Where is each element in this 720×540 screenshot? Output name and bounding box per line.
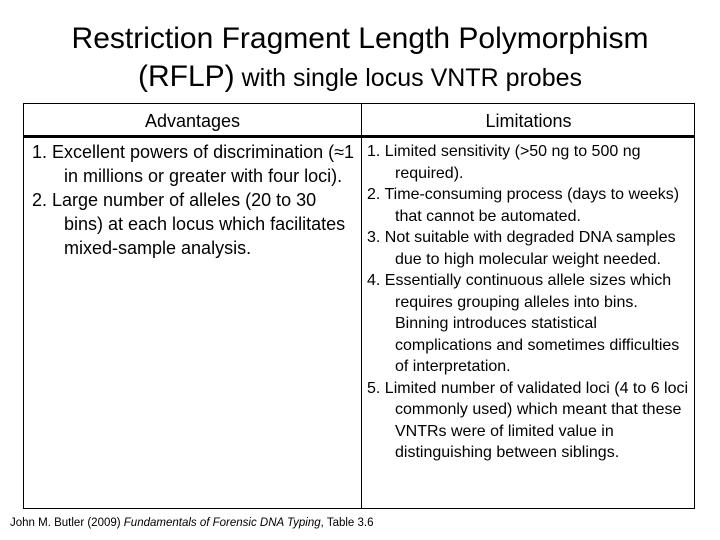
limitations-list: [367, 141, 693, 464]
advantages-list: [32, 140, 360, 260]
title-line-2: [0, 58, 720, 101]
limitations-header: Limitations: [485, 111, 572, 131]
limitation-item: 5. Limited number of validated loci (4 to 6 loci commonly used) which meant that these VNTRs were of limited value in distinguishing between siblings.: [367, 379, 689, 461]
advantages-header: Advantages: [144, 111, 241, 131]
column-divider: [361, 104, 362, 508]
limitation-item: 4. Essentially continuous allele sizes which requires grouping alleles into bins. Binning introduces statistical complications and sometimes difficulties of interpretation.: [367, 272, 680, 375]
advantage-item: 2. Large number of alleles (20 to 30 bins) at each locus which facilitates mixed-sample analysis.: [32, 190, 346, 258]
citation-book: Fundamentals of Forensic DNA Typing: [123, 517, 321, 529]
citation-suffix: , Table 3.6: [320, 517, 374, 529]
title-subtitle: with single locus VNTR probes: [234, 64, 583, 92]
title-acronym: (RFLP): [137, 60, 235, 93]
comparison-table: [23, 103, 695, 509]
limitation-item: 1. Limited sensitivity (>50 ng to 500 ng required).: [367, 143, 641, 182]
limitation-item: 2. Time-consuming process (days to weeks) that cannot be automated.: [367, 186, 680, 225]
citation: [10, 516, 374, 530]
slide-title: [0, 20, 720, 101]
citation-author: John M. Butler (2009): [10, 517, 124, 529]
header-divider: [24, 135, 694, 138]
title-line-1: Restriction Fragment Length Polymorphism: [71, 22, 649, 55]
advantage-item: 1. Excellent powers of discrimination (≈1 in millions or greater with four loci).: [32, 142, 355, 186]
limitation-item: 3. Not suitable with degraded DNA samples due to high molecular weight needed.: [367, 229, 676, 268]
